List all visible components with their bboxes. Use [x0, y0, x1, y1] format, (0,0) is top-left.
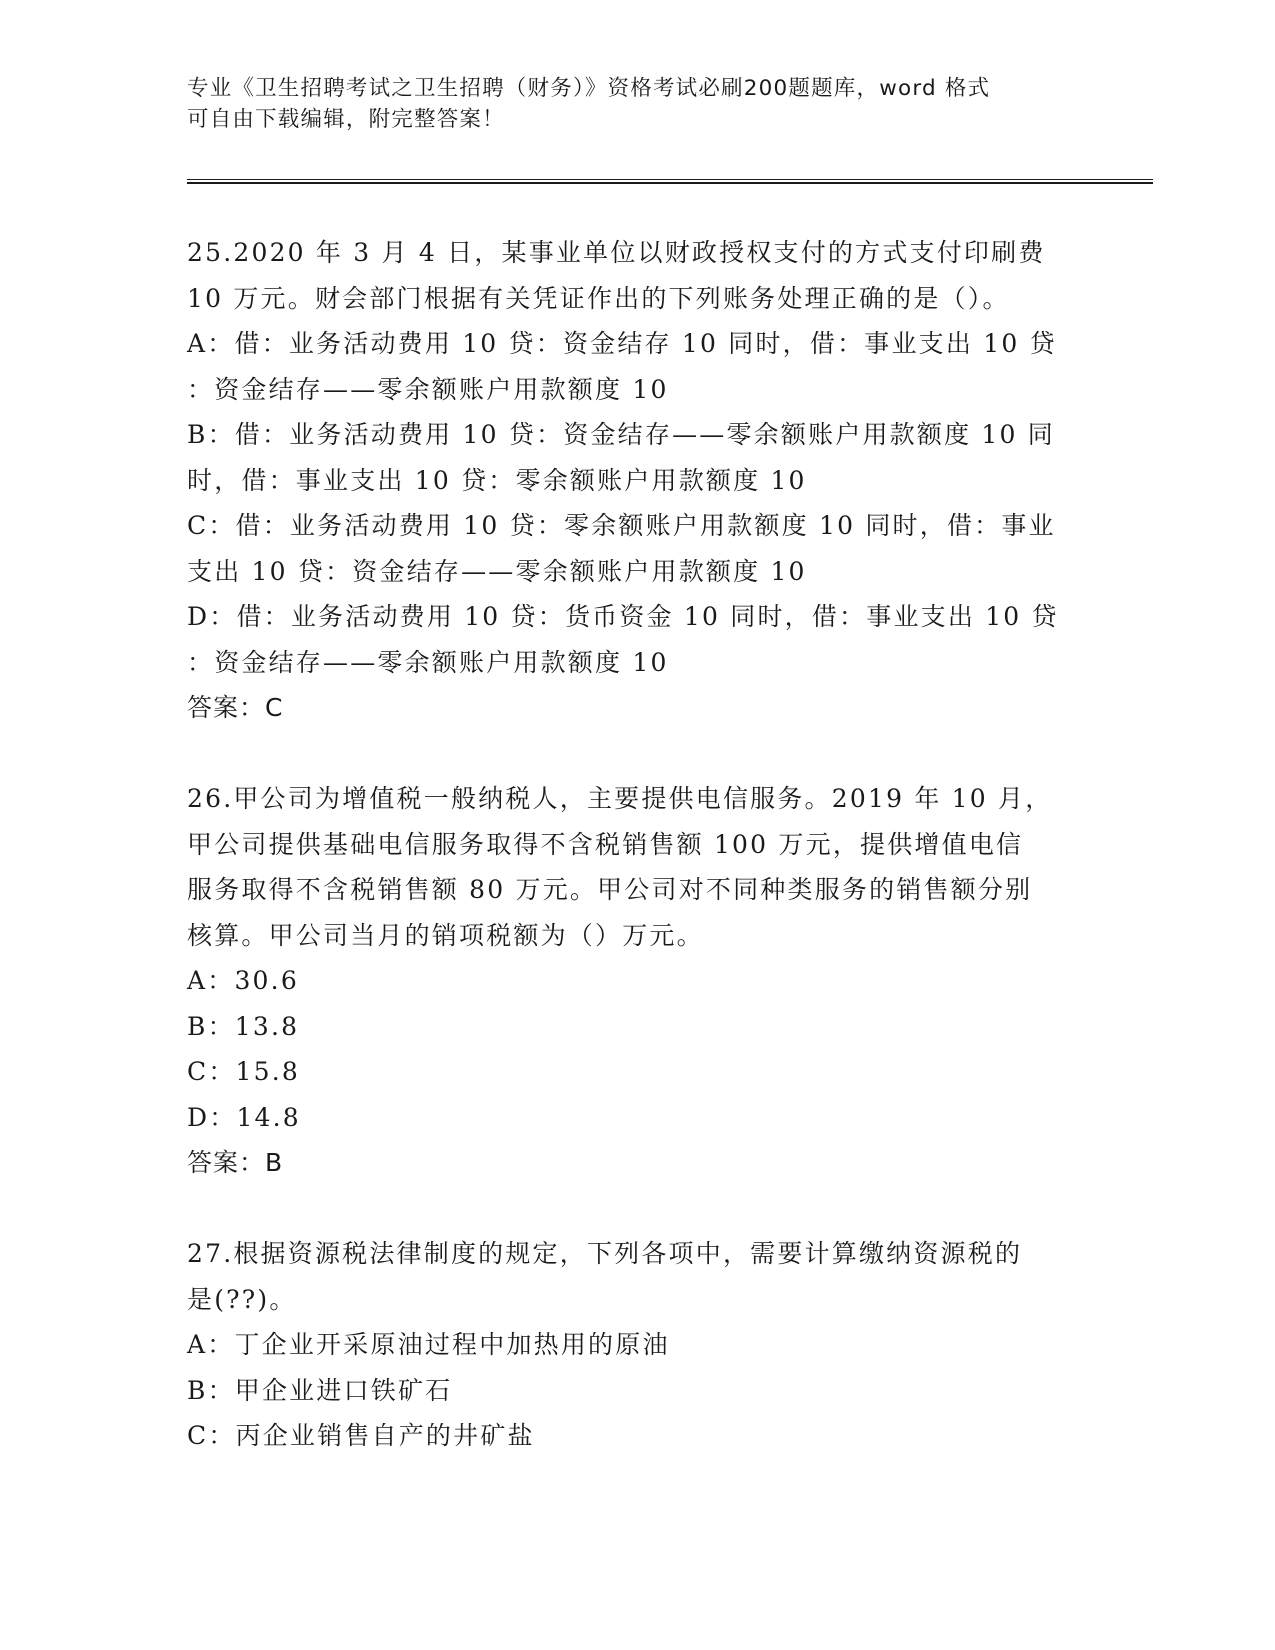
question-stem-line: 26.甲公司为增值税一般纳税人，主要提供电信服务。2019 年 10 月， [187, 784, 1053, 813]
question-stem-line: 27.根据资源税法律制度的规定，下列各项中，需要计算缴纳资源税的 [187, 1239, 1023, 1268]
header-divider [187, 182, 1153, 184]
option-line: A：借：业务活动费用 10 贷：资金结存 10 同时，借：事业支出 10 贷 [187, 329, 1057, 358]
question-block [187, 230, 1087, 731]
document-header [187, 73, 1067, 135]
option-line: B：甲企业进口铁矿石 [187, 1375, 453, 1405]
option-line: C：15.8 [187, 1057, 300, 1086]
question-stem-line: 核算。甲公司当月的销项税额为（）万元。 [187, 920, 704, 950]
option-line: ：资金结存——零余额账户用款额度 10 [187, 374, 669, 404]
option-line: ：资金结存——零余额账户用款额度 10 [187, 647, 669, 677]
option-line: B：借：业务活动费用 10 贷：资金结存——零余额账户用款额度 10 同 [187, 420, 1055, 449]
option-line: A：丁企业开采原油过程中加热用的原油 [187, 1330, 670, 1359]
question-block [187, 776, 1087, 1186]
document-body [187, 230, 1087, 1459]
question-stem-line: 10 万元。财会部门根据有关凭证作出的下列账务处理正确的是（）。 [187, 283, 1010, 313]
option-line: A：30.6 [187, 966, 299, 995]
option-line: C：借：业务活动费用 10 贷：零余额账户用款额度 10 同时，借：事业 [187, 511, 1056, 540]
option-line: D：借：业务活动费用 10 贷：货币资金 10 同时，借：事业支出 10 贷 [187, 602, 1059, 631]
question-stem-line: 服务取得不含税销售额 80 万元。甲公司对不同种类服务的销售额分别 [187, 875, 1033, 904]
question-stem-line: 是(??)。 [187, 1284, 297, 1314]
option-line: B：13.8 [187, 1011, 300, 1041]
option-line: 时，借：事业支出 10 贷：零余额账户用款额度 10 [187, 465, 807, 495]
header-divider [187, 179, 1153, 180]
answer-line: 答案：C [187, 693, 284, 722]
option-line: 支出 10 贷：资金结存——零余额账户用款额度 10 [187, 556, 807, 586]
header-line: 专业《卫生招聘考试之卫生招聘（财务）》资格考试必刷200题题库，word 格式 [187, 76, 991, 101]
question-stem-line: 25.2020 年 3 月 4 日，某事业单位以财政授权支付的方式支付印刷费 [187, 238, 1046, 267]
option-line: C：丙企业销售自产的井矿盐 [187, 1421, 535, 1450]
question-stem-line: 甲公司提供基础电信服务取得不含税销售额 100 万元，提供增值电信 [187, 829, 1024, 859]
answer-line: 答案：B [187, 1148, 284, 1177]
question-block [187, 1231, 1087, 1459]
option-line: D：14.8 [187, 1102, 301, 1132]
header-line: 可自由下载编辑，附完整答案！ [187, 107, 505, 132]
